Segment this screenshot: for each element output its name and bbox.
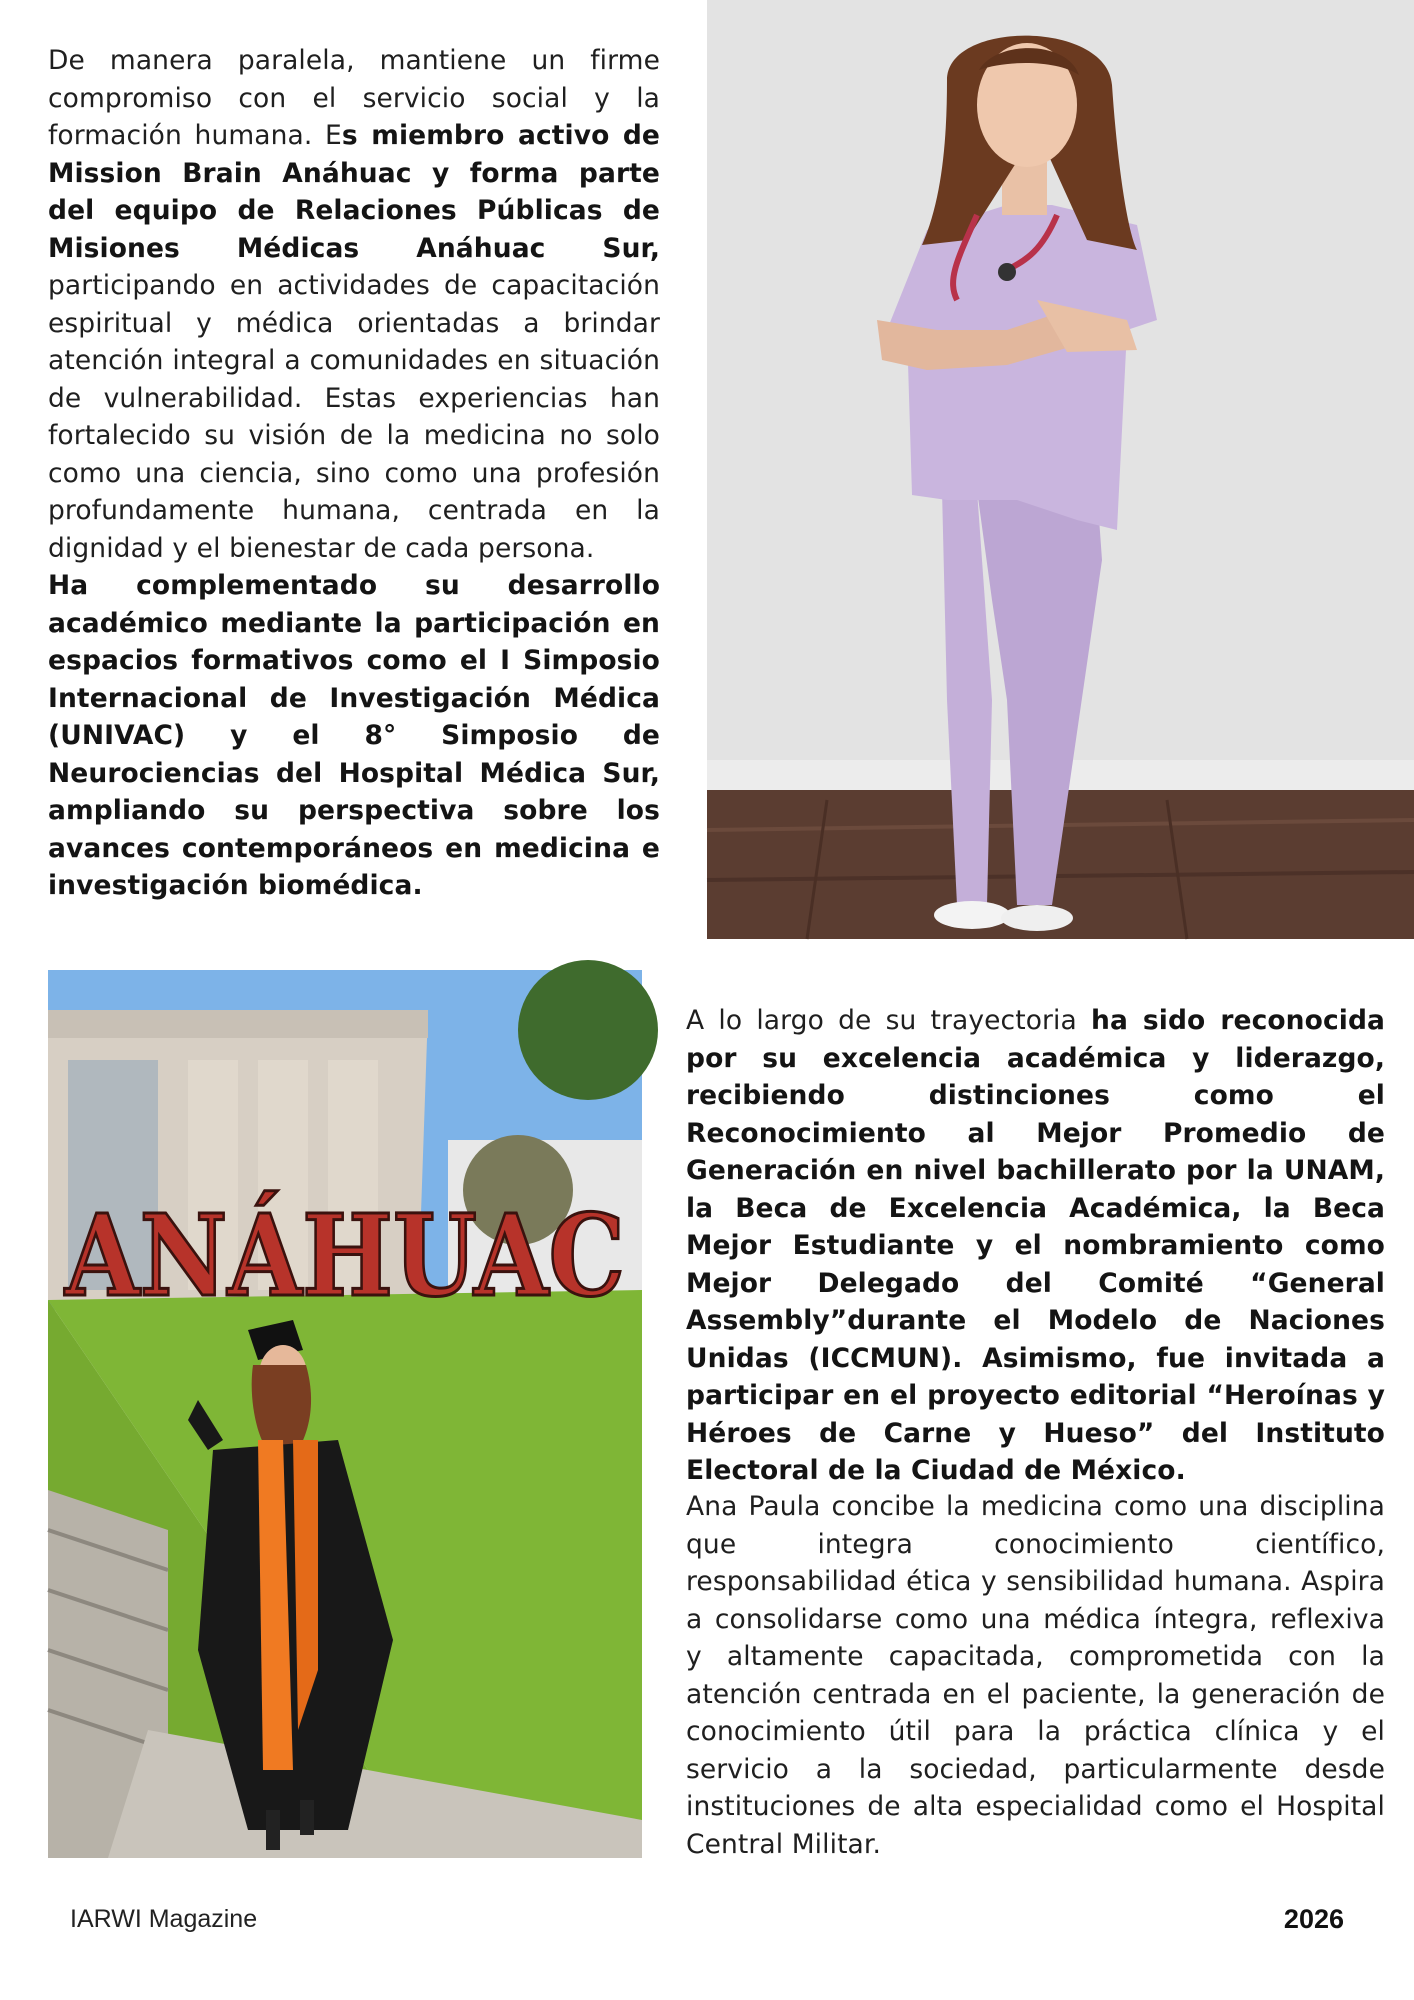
text-segment: A lo largo de su trayectoria (686, 1005, 1091, 1036)
text-segment: participando en actividades de capacitación espiritual y médica orientadas a brindar atención integral a comunidades en situación de vulnerabilidad. Estas experiencias han fortalecido su visión de la medicina no solo como una ciencia, sino como una profesión profundamente humana, centrada en la dignidad y el bienestar de cada persona. (48, 270, 660, 564)
anahuac-sign: ANÁHUAC (65, 1191, 718, 1322)
paragraph-vision: Ana Paula concibe la medicina como una disciplina que integra conocimiento científico, responsabilidad ética y sensibilidad humana. Aspira a consolidarse como una médica íntegra, reflexiva y altamente capacitada, comprometida con la atención centrada en el paciente, la generación de conocimiento útil para la práctica clínica y el servicio a la sociedad, particularmente desde instituciones de alta especialidad como el Hospital Central Militar. (686, 1491, 1385, 1860)
bold-segment: Ha complementado su desarrollo académico mediante la participación en espacios formativos como el I Simposio Internacional de Investigación Médica (UNIVAC) y el 8° Simposio de Neurociencias del Hospital Médica Sur, ampliando su perspectiva sobre los avances contemporáneos en medicina e investigación biomédica. (48, 570, 660, 901)
text-segment: De manera paralela, mantiene un firme compromiso con el servicio social y la formación humana. E (48, 45, 660, 151)
bold-segment: ha sido reconocida por su excelencia académica y liderazgo, recibiendo distinciones como el Reconocimiento al Mejor Promedio de Generación en nivel bachillerato por la UNAM, la Beca de Excelencia Académica, la Beca Mejor Estudiante y el nombramiento como Mejor Delegado del Comité “General Assembly”durante el Modelo de Naciones Unidas (ICCMUN). Asimismo, fue invitada a participar en el proyecto editorial “Heroínas y Héroes de Carne y Hueso” del Instituto Electoral de la Ciudad de México. (686, 1005, 1385, 1486)
footer-year: 2026 (1283, 1904, 1344, 1934)
graduation-photo (48, 970, 718, 1858)
footer-magazine-name: IARWI Magazine (70, 1905, 258, 1933)
bold-segment: s miembro activo de Mission Brain Anáhuac y forma parte del equipo de Relaciones Públicas de Misiones Médicas Anáhuac Sur, (48, 120, 661, 264)
paragraph-recognition (686, 1002, 1385, 1490)
portrait-photo-scrubs (707, 0, 1414, 939)
paragraph-service (48, 42, 660, 905)
